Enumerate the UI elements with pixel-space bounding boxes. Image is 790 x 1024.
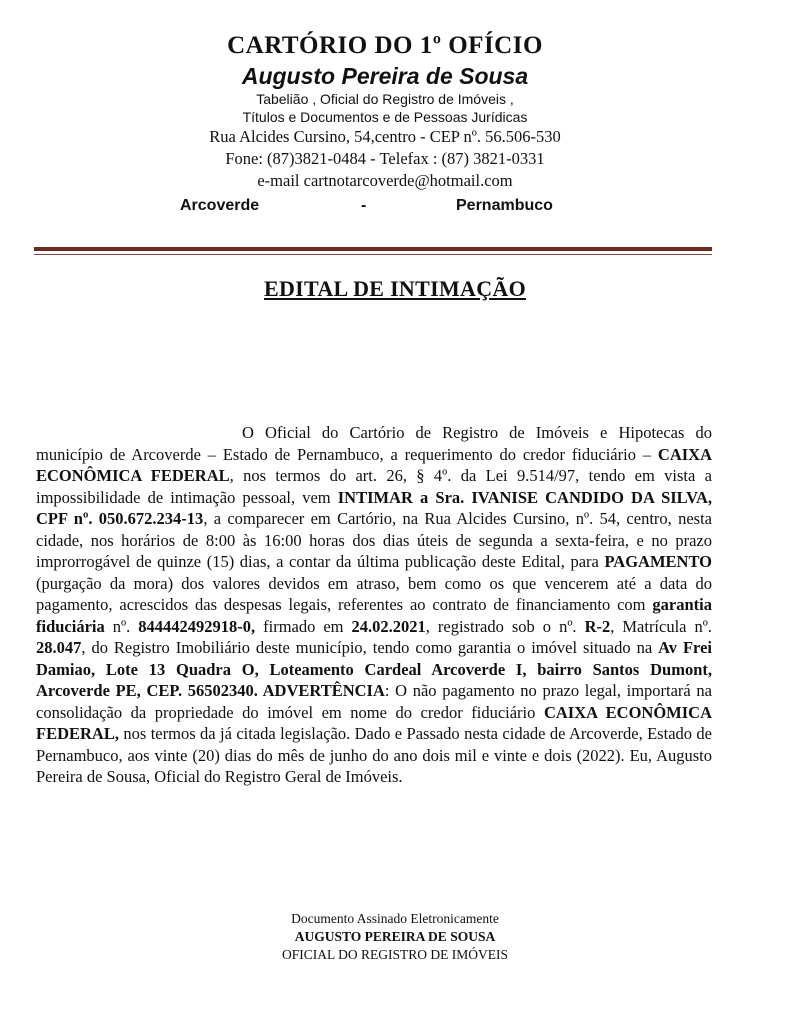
city-separator: - — [361, 197, 367, 214]
office-description-line-1: Tabelião , Oficial do Registro de Imóveis , — [256, 91, 514, 107]
body-bold-run: 844442492918-0, — [138, 616, 256, 636]
office-description-line-2: Títulos e Documentos e de Pessoas Jurídicas — [242, 109, 528, 125]
body-bold-run: INTIMAR a Sra. IVANISE CANDIDO DA SILVA, CPF nº. 050.672.234-13 — [36, 487, 712, 528]
body-text-run: , nos termos do art. 26, § 4º. da Lei 9.514/97, tendo em vista a impossibilidade de intimação pessoal, vem — [36, 466, 712, 507]
body-bold-run: Av Frei Damiao, Lote 13 Quadra O, Loteamento Cardeal Arcoverde I, bairro Santos Dumont, Arcoverde PE, CEP. 56502340. ADVERTÊNCIA — [36, 638, 712, 700]
body-text-run: (purgação da mora) dos valores devidos em atraso, bem como os que vencerem até a data do pagamento, acrescidos das despesas legais, referentes ao contrato de financiamento com — [36, 573, 712, 614]
body-bold-run: PAGAMENTO — [604, 552, 712, 571]
city-name: Arcoverde — [180, 197, 260, 214]
body-text-run: , Matrícula nº. — [610, 616, 712, 636]
signature-note: Documento Assinado Eletronicamente — [291, 911, 499, 926]
body-paragraph — [36, 422, 712, 788]
body-text-run: , registrado sob o nº. — [425, 616, 585, 636]
document-title: EDITAL DE INTIMAÇÃO — [264, 276, 526, 301]
office-phone: Fone: (87)3821-0484 - Telefax : (87) 3821-0331 — [225, 149, 545, 168]
header-divider-thin — [34, 254, 712, 255]
body-bold-run: 24.02.2021 — [351, 616, 426, 636]
office-title: CARTÓRIO DO 1º OFÍCIO — [227, 32, 543, 59]
office-email: e-mail cartnotarcoverde@hotmail.com — [257, 171, 513, 190]
signature-block — [0, 910, 790, 964]
office-address: Rua Alcides Cursino, 54,centro - CEP nº. 56.506-530 — [209, 127, 561, 146]
body-text-run: firmado em — [255, 616, 352, 636]
city-state-line — [0, 197, 790, 221]
body-bold-run: 28.047 — [36, 638, 82, 657]
body-text-run: , a comparecer em Cartório, na Rua Alcides Cursino, nº. 54, centro, nesta cidade, nos horários de 8:00 às 16:00 horas dos dias úteis de segunda a sexta-feira, e no prazo improrrogável de quinze (15) dias, a contar da última publicação deste Edital, para — [36, 509, 712, 571]
body-text-run: , do Registro Imobiliário deste município, tendo como garantia o imóvel situado na — [81, 638, 659, 657]
body-bold-run: garantia fiduciária — [36, 595, 712, 636]
notary-name: Augusto Pereira de Sousa — [241, 63, 529, 89]
document-body — [36, 422, 712, 788]
letterhead — [0, 30, 790, 214]
body-text-run: O Oficial do Cartório de Registro de Imóveis e Hipotecas do município de Arcoverde – Estado de Pernambuco, a requerimento do credor fiduciário – — [36, 423, 712, 464]
state-name: Pernambuco — [456, 197, 553, 214]
header-divider-thick — [34, 247, 712, 251]
body-text-run: nº. — [104, 616, 139, 636]
signatory-role: OFICIAL DO REGISTRO DE IMÓVEIS — [282, 947, 508, 962]
body-text-run: nos termos da já citada legislação. Dado e Passado nesta cidade de Arcoverde, Estado de Pernambuco, aos vinte (20) dias do mês de junho do ano dois mil e vinte e dois (2022). Eu, Augusto Pereira de Sousa, Oficial do Registro Geral de Imóveis. — [36, 724, 712, 786]
body-bold-run: R-2 — [584, 616, 611, 636]
body-text-run: : O não pagamento no prazo legal, importará na consolidação da propriedade do imóvel em nome do credor fiduciário — [36, 681, 712, 722]
signatory-name: AUGUSTO PEREIRA DE SOUSA — [294, 929, 496, 944]
body-bold-run: CAIXA ECONÔMICA FEDERAL — [36, 444, 712, 485]
body-bold-run: CAIXA ECONÔMICA FEDERAL, — [36, 702, 712, 743]
